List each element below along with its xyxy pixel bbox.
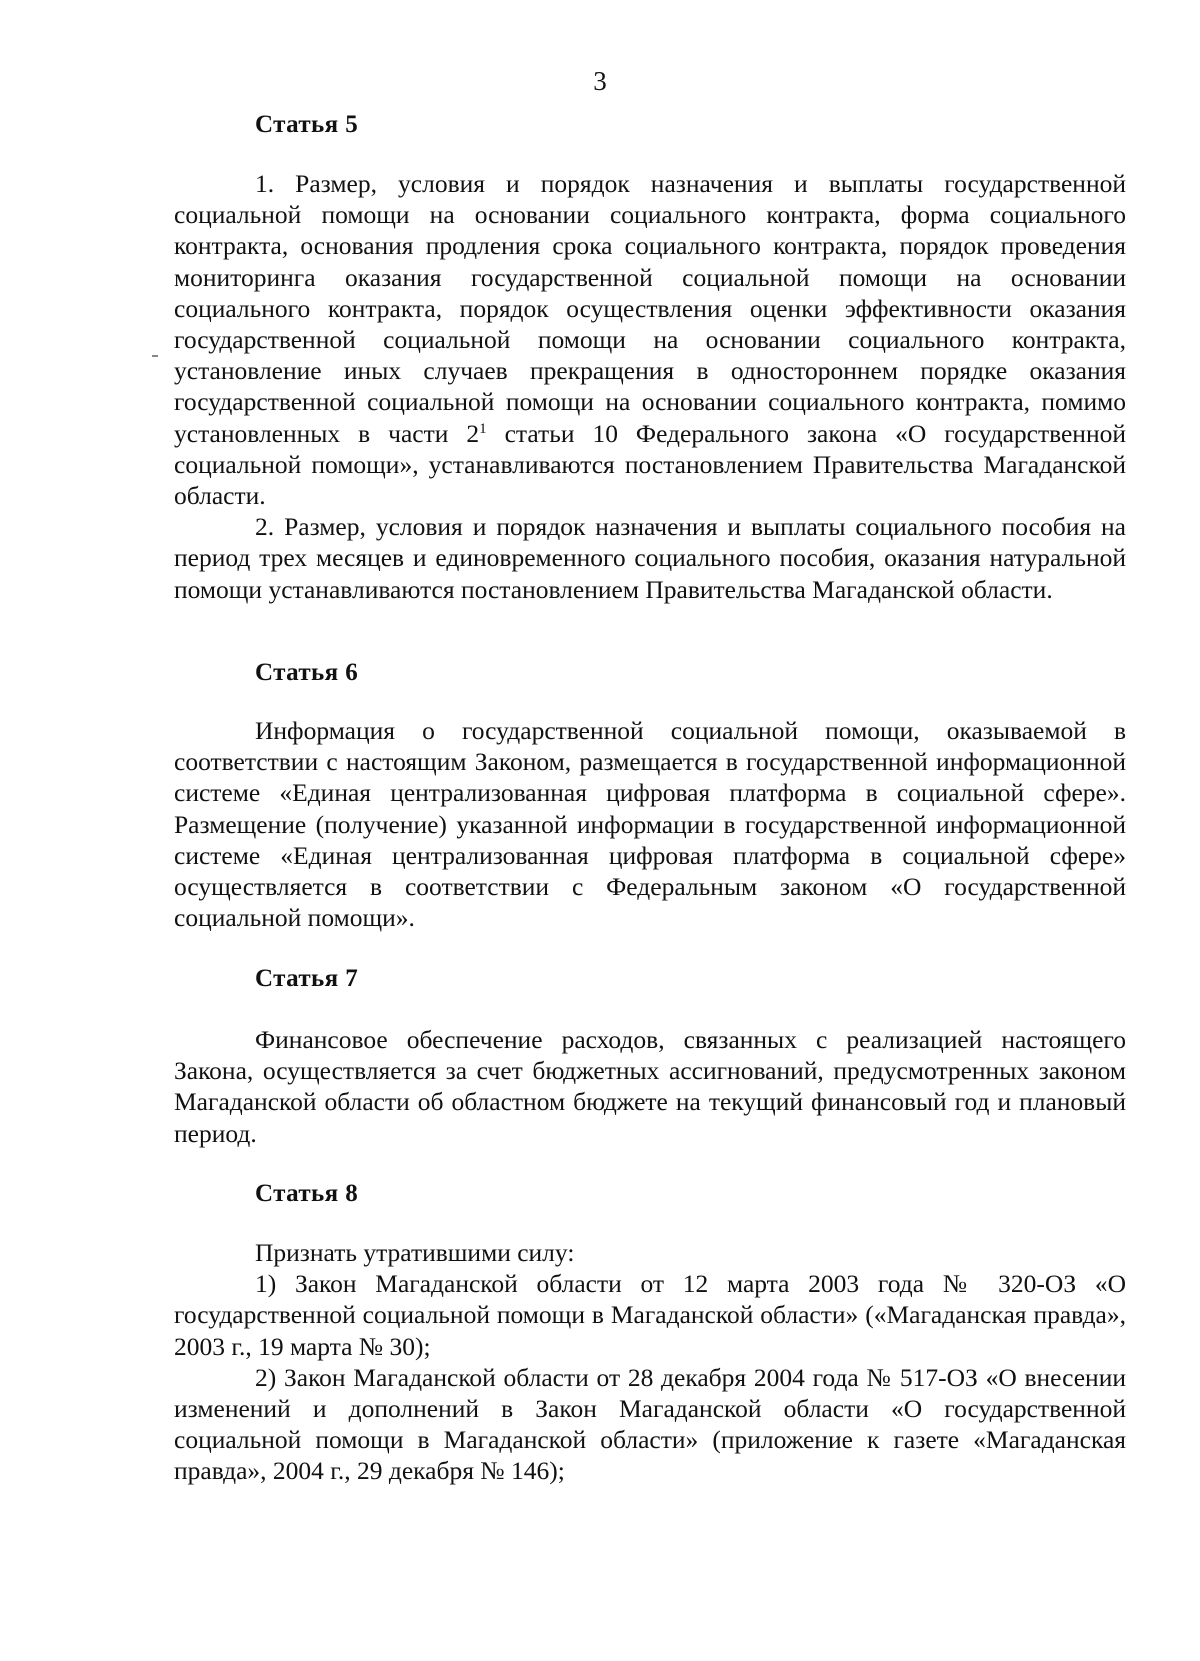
page-number: 3 xyxy=(593,66,607,96)
article-6-paragraph-1: Информация о государственной социальной помощи, оказываемой в соответствии с настоящим Законом, размещается в государственной информационной системе «Единая централизованная цифровая платформа в социальной сфере». Размещение (получение) указанной информации в государственной информационной системе «Единая централизованная цифровая платформа в социальной сфере» осуществляется в соответствии с Федеральным законом «О государственной социальной помощи». xyxy=(174,716,1126,933)
article-5-paragraph-2: 2. Размер, условия и порядок назначения и выплаты социального пособия на период трех месяцев и единовременного социального пособия, оказания натуральной помощи устанавливаются постановлением Правительства Магаданской области. xyxy=(174,512,1126,604)
article-8-item-2: 2) Закон Магаданской области от 28 декабря 2004 года № 517-ОЗ «О внесении изменений и дополнений в Закон Магаданской области «О государственной социальной помощи в Магаданской области» (приложение к газете «Магаданская правда», 2004 г., 29 декабря № 146); xyxy=(174,1362,1126,1486)
superscript-1: 1 xyxy=(479,420,487,437)
article-8-item-1: 1) Закон Магаданской области от 12 марта 2003 года № 320-ОЗ «О государственной социальной помощи в Магаданской области» («Магаданская правда», 2003 г., 19 марта № 30); xyxy=(174,1269,1126,1361)
article-7-heading: Статья 7 xyxy=(255,965,359,992)
article-8-intro: Признать утратившими силу: xyxy=(255,1238,575,1267)
article-8-heading: Статья 8 xyxy=(255,1180,359,1207)
article-6-heading: Статья 6 xyxy=(255,659,359,686)
article-7-body xyxy=(174,1024,1126,1149)
article-5-body xyxy=(174,168,1126,605)
article-5-paragraph-1 xyxy=(174,168,1126,511)
article-8-body xyxy=(174,1237,1126,1487)
scan-margin-mark xyxy=(152,355,158,357)
article-7-paragraph-1: Финансовое обеспечение расходов, связанных с реализацией настоящего Закона, осуществляется за счет бюджетных ассигнований, предусмотренных законом Магаданской области об областном бюджете на текущий финансовый год и плановый период. xyxy=(174,1025,1126,1148)
article-5-paragraph-1-text-cont: статьи 10 Федерального закона «О государственной социальной помощи», устанавливаются постановлением Правительства Магаданской области. xyxy=(174,418,1126,511)
article-5-paragraph-1-text: 1. Размер, условия и порядок назначения и выплаты государственной социальной помощи на основании социального контракта, форма социального контракта, основания продления срока социального контракта, порядок проведения мониторинга оказания государственной социальной помощи на основании социального контракта, порядок осуществления оценки эффективности оказания государственной социальной помощи на основании социального контракта, установление иных случаев прекращения в одностороннем порядке оказания государственной социальной помощи на основании социального контракта, помимо установленных в части 2 xyxy=(174,169,1126,448)
article-5-heading: Статья 5 xyxy=(255,111,359,138)
article-6-body xyxy=(174,715,1126,933)
